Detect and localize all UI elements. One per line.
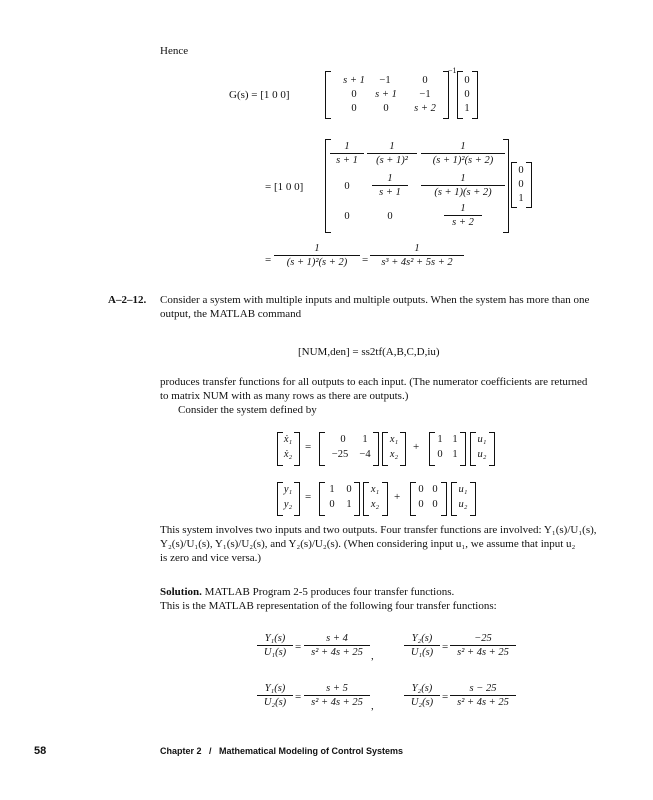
- tf4-lhs: [404, 683, 440, 708]
- vector-cell: x₂: [389, 449, 399, 460]
- matrix-cell: s + 1: [343, 75, 365, 86]
- right-bracket: [354, 482, 360, 516]
- text-line: produces transfer functions for all outputs to each input. (The numerator coefficients are returned: [160, 376, 588, 388]
- right-bracket: [470, 482, 476, 516]
- denominator: s² + 4s + 25: [311, 647, 363, 658]
- tf1-rhs: [304, 633, 370, 658]
- tf3-lhs: [257, 683, 293, 708]
- eq2-matrix-right-bracket: [503, 139, 509, 233]
- matrix-cell: 0: [422, 75, 428, 86]
- matrix-cell: s + 1: [375, 89, 397, 100]
- matrix-cell: 1: [452, 434, 458, 445]
- paragraph-3: [160, 523, 620, 565]
- right-bracket: [382, 482, 388, 516]
- equals-sign: =: [265, 254, 272, 266]
- equals-sign: =: [362, 254, 369, 266]
- denominator: U₁(s): [263, 647, 287, 658]
- tf2-lhs: [404, 633, 440, 658]
- matrix-cell: −1: [379, 75, 391, 86]
- vector-cell: 0: [464, 89, 470, 100]
- vector-cell: u₂: [458, 499, 468, 510]
- denominator: s² + 4s + 25: [311, 697, 363, 708]
- vector-cell: x₁: [370, 484, 380, 495]
- matrix-cell: 1: [329, 484, 335, 495]
- numerator: s − 25: [469, 683, 497, 694]
- solution-text: MATLAB Program 2-5 produces four transfer functions.: [204, 586, 455, 598]
- matrix-cell: 1: [346, 499, 352, 510]
- solution-label: Solution.: [160, 586, 202, 598]
- denominator: s + 1: [379, 187, 401, 198]
- vector-cell: u₁: [477, 434, 487, 445]
- equals-sign: =: [442, 691, 449, 703]
- text-line: to matrix NUM with as many rows as there are outputs.): [160, 390, 409, 402]
- matrix-cell: 0: [418, 484, 424, 495]
- denominator: U₂(s): [263, 697, 287, 708]
- matrix-cell: 0: [351, 89, 357, 100]
- right-bracket: [400, 432, 406, 466]
- matrix-cell: −4: [359, 449, 371, 460]
- numerator: 1: [414, 243, 420, 254]
- hence-text: Hence: [160, 45, 189, 57]
- right-bracket: [373, 432, 379, 466]
- tf3-rhs: [304, 683, 370, 708]
- denominator: U₁(s): [410, 647, 434, 658]
- right-bracket: [294, 482, 300, 516]
- vector-cell: 0: [518, 179, 524, 190]
- equals-sign: =: [442, 641, 449, 653]
- text-line: Y₂(s)/U₁(s), Y₁(s)/U₂(s), and Y₂(s)/U₂(s). (When considering input u₁, we assume that input u₂: [160, 538, 576, 550]
- matrix-cell: 0: [344, 211, 350, 222]
- fraction: [330, 141, 364, 166]
- text-line: Consider the system defined by: [178, 404, 317, 416]
- numerator: 1: [314, 243, 320, 254]
- numerator: −25: [474, 633, 492, 644]
- eq1-matrix-right-bracket: [443, 71, 449, 119]
- equals-sign: =: [295, 641, 302, 653]
- vector-cell: 0: [464, 75, 470, 86]
- matlab-command: [NUM,den] = ss2tf(A,B,C,D,iu): [298, 346, 440, 358]
- vector-cell: 1: [464, 103, 470, 114]
- fraction: [370, 243, 464, 268]
- numerator: 1: [460, 173, 466, 184]
- solution-line-1: [160, 585, 497, 599]
- eq1-lhs: G(s) = [1 0 0]: [229, 89, 290, 101]
- denominator: s² + 4s + 25: [457, 697, 509, 708]
- vector-cell: y₁: [283, 484, 293, 495]
- text-line: Consider a system with multiple inputs and multiple outputs. When the system has more than one: [160, 294, 590, 306]
- numerator: 1: [344, 141, 350, 152]
- numerator: s + 4: [326, 633, 348, 644]
- numerator: 1: [387, 173, 393, 184]
- vector-cell: 0: [518, 165, 524, 176]
- right-bracket: [460, 432, 466, 466]
- solution-paragraph: [160, 585, 497, 613]
- matrix-cell: 0: [340, 434, 346, 445]
- numerator: Y₁(s): [264, 683, 286, 694]
- matrix-cell: 0: [329, 499, 335, 510]
- numerator: 1: [460, 141, 466, 152]
- numerator: Y₂(s): [411, 633, 433, 644]
- matrix-cell: 0: [418, 499, 424, 510]
- matrix-cell: 1: [437, 434, 443, 445]
- eq1-exponent: −1: [448, 66, 457, 75]
- eq2-lhs: = [1 0 0]: [265, 181, 304, 193]
- fraction: [444, 203, 482, 228]
- eq1-matrix-left-bracket: [325, 71, 331, 119]
- vector-cell: ẋ₁: [283, 434, 293, 445]
- left-bracket: [319, 432, 325, 466]
- denominator: s + 2: [452, 217, 474, 228]
- tf2-rhs: [450, 633, 516, 658]
- vector-cell: x₂: [370, 499, 380, 510]
- equals-sign: =: [305, 441, 312, 453]
- plus-sign: +: [413, 441, 420, 453]
- numerator: s + 5: [326, 683, 348, 694]
- equals-sign: =: [295, 691, 302, 703]
- comma: ,: [371, 650, 374, 662]
- text-line: This system involves two inputs and two outputs. Four transfer functions are involved: Y₁(s)/U₁(s),: [160, 524, 597, 536]
- denominator: U₂(s): [410, 697, 434, 708]
- vector-cell: ẋ₂: [283, 449, 293, 460]
- eq1-vector-right-bracket: [472, 71, 478, 119]
- denominator: (s + 1)(s + 2): [434, 187, 492, 198]
- equals-sign: =: [305, 491, 312, 503]
- vector-cell: 1: [518, 193, 524, 204]
- matrix-cell: s + 2: [414, 103, 436, 114]
- matrix-cell: −1: [419, 89, 431, 100]
- eq2-vector-right-bracket: [526, 162, 532, 208]
- vector-cell: u₂: [477, 449, 487, 460]
- denominator: s³ + 4s² + 5s + 2: [381, 257, 453, 268]
- fraction: [372, 173, 408, 198]
- vector-cell: y₂: [283, 499, 293, 510]
- fraction: [421, 141, 505, 166]
- matrix-cell: 0: [344, 181, 350, 192]
- text-line: This is the MATLAB representation of the following four transfer functions:: [160, 600, 497, 612]
- fraction: [367, 141, 417, 166]
- denominator: (s + 1)²(s + 2): [432, 155, 494, 166]
- matrix-cell: 0: [351, 103, 357, 114]
- denominator: s + 1: [336, 155, 358, 166]
- text-line: is zero and vice versa.): [160, 552, 262, 564]
- page-number: 58: [34, 745, 47, 757]
- denominator: s² + 4s + 25: [457, 647, 509, 658]
- vector-cell: u₁: [458, 484, 468, 495]
- paragraph-2: [160, 375, 600, 417]
- matrix-cell: 0: [383, 103, 389, 114]
- matrix-cell: 1: [452, 449, 458, 460]
- right-bracket: [294, 432, 300, 466]
- right-bracket: [441, 482, 447, 516]
- numerator: 1: [460, 203, 466, 214]
- fraction: [421, 173, 505, 198]
- matrix-cell: 0: [437, 449, 443, 460]
- numerator: 1: [389, 141, 395, 152]
- plus-sign: +: [394, 491, 401, 503]
- vector-cell: x₁: [389, 434, 399, 445]
- paragraph-1: [160, 293, 600, 321]
- tf1-lhs: [257, 633, 293, 658]
- matrix-cell: 0: [387, 211, 393, 222]
- fraction: [274, 243, 360, 268]
- numerator: Y₁(s): [264, 633, 286, 644]
- chapter-footer: Chapter 2 / Mathematical Modeling of Control Systems: [160, 746, 404, 756]
- matrix-cell: 1: [362, 434, 368, 445]
- matrix-cell: 0: [432, 499, 438, 510]
- right-bracket: [489, 432, 495, 466]
- denominator: (s + 1)²(s + 2): [286, 257, 348, 268]
- comma: ,: [371, 700, 374, 712]
- tf4-rhs: [450, 683, 516, 708]
- denominator: (s + 1)²: [376, 155, 408, 166]
- matrix-cell: 0: [346, 484, 352, 495]
- text-line: output, the MATLAB command: [160, 308, 302, 320]
- numerator: Y₂(s): [411, 683, 433, 694]
- problem-id: A–2–12.: [108, 294, 147, 306]
- matrix-cell: 0: [432, 484, 438, 495]
- matrix-cell: −25: [331, 449, 349, 460]
